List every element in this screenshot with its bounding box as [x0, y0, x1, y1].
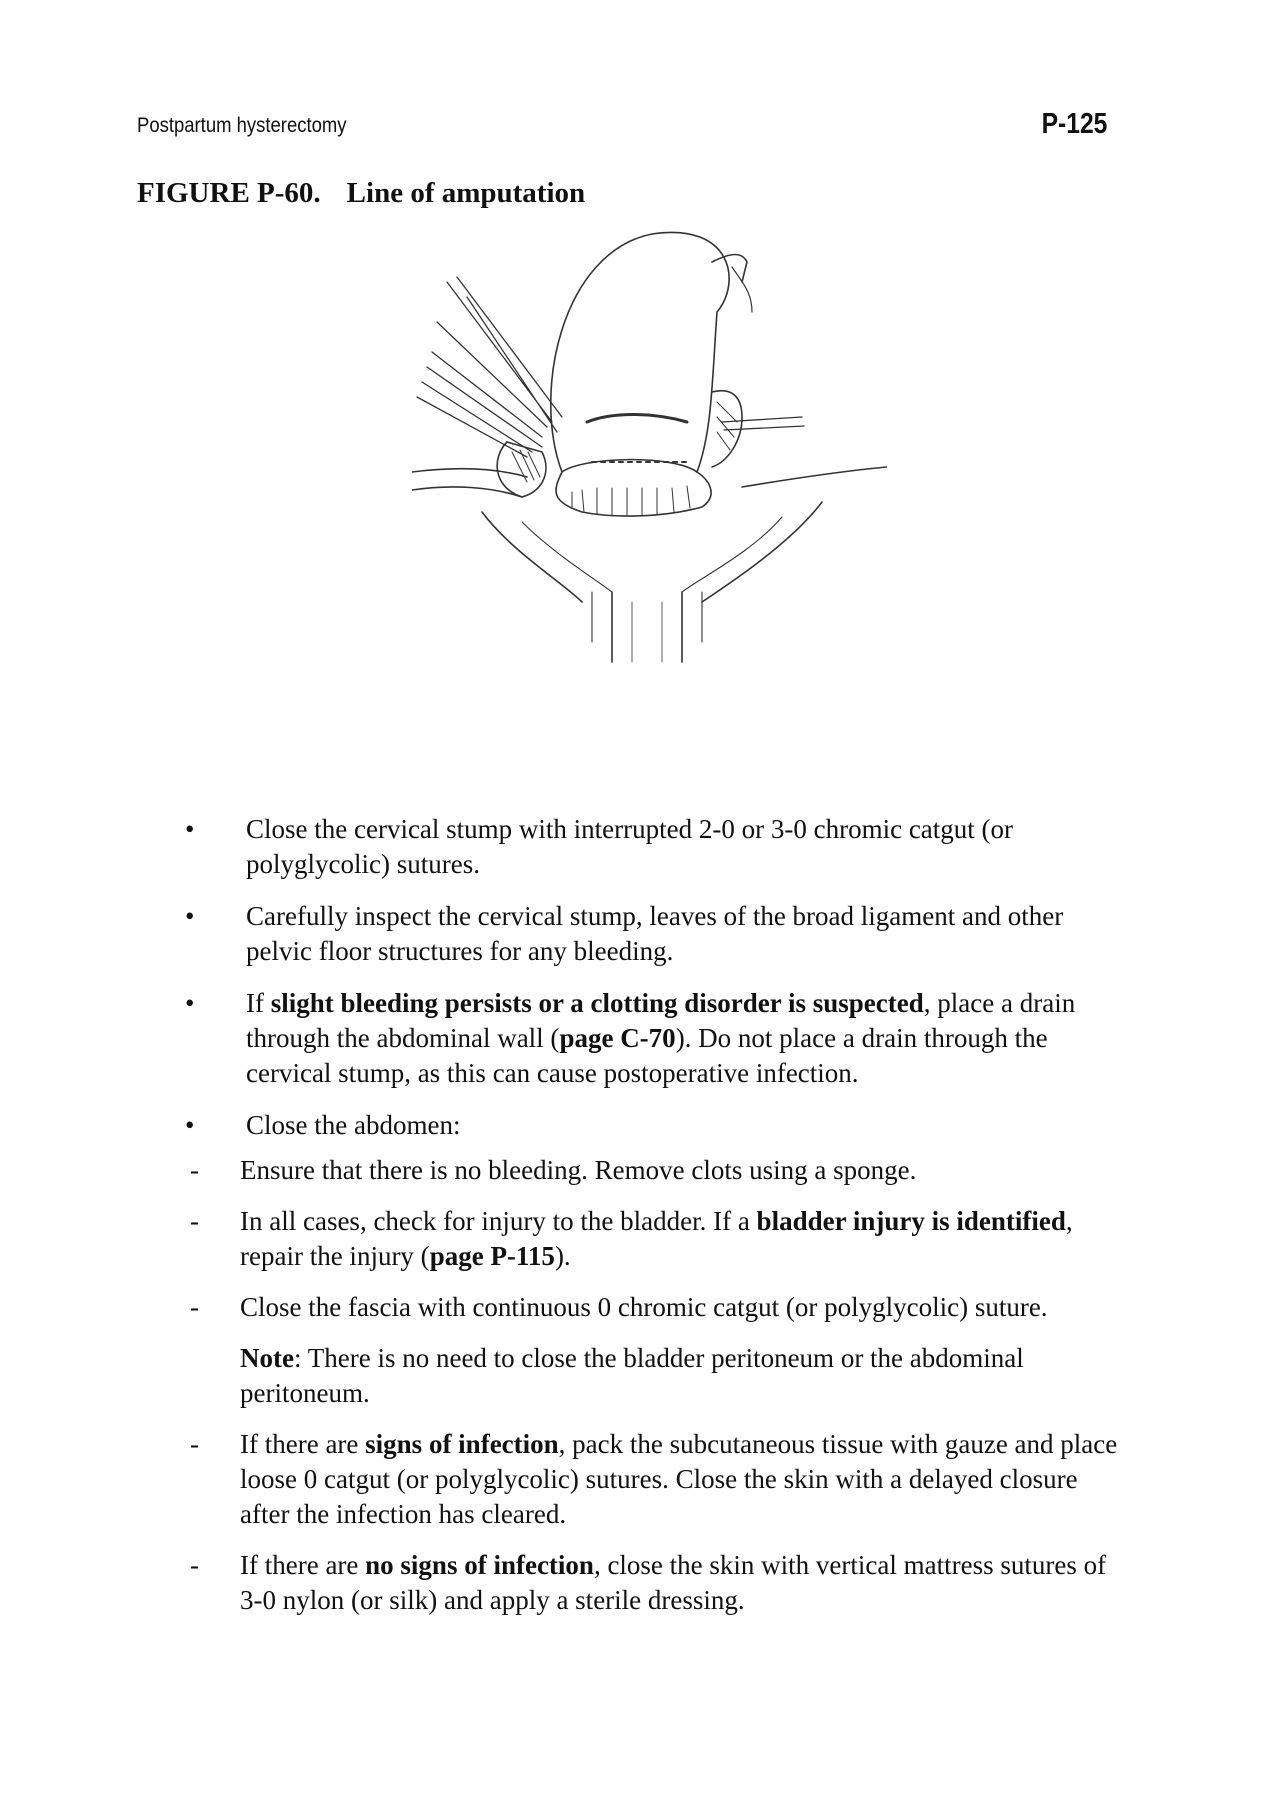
emphasis: bladder injury is identified: [756, 1206, 1066, 1236]
emphasis: slight bleeding persists or a clotting disorder is suspected: [270, 988, 924, 1018]
list-item-text: If slight bleeding persists or a clotting disorder is suspected, place a drain through the abdominal wall (page C-70). Do not place a drain through the cervical stump, as this can cause postoperative infection.: [246, 988, 1076, 1088]
list-item-text: Carefully inspect the cervical stump, leaves of the broad ligament and other pelvic floor structures for any bleeding.: [246, 901, 1064, 966]
sub-list-item: [124, 1548, 1120, 1618]
list-item-text: Close the abdomen:: [246, 1110, 461, 1140]
page-number: P-125: [1041, 108, 1107, 140]
sub-list-item: [124, 1290, 1120, 1325]
note-paragraph: [124, 1341, 1120, 1411]
sub-list-item: [124, 1153, 1120, 1188]
amputation-illustration: [412, 222, 887, 742]
bullet-mark: •: [185, 814, 195, 844]
sub-list-item-text: In all cases, check for injury to the bladder. If a bladder injury is identified, repair the injury (page P-115).: [240, 1206, 1073, 1271]
sub-list-item: [124, 1204, 1120, 1274]
list-item: [185, 812, 1120, 882]
bullet-mark: •: [185, 1110, 195, 1140]
sub-list-item-text: Close the fascia with continuous 0 chromic catgut (or polyglycolic) suture.: [240, 1292, 1048, 1322]
sub-list-item-text: If there are signs of infection, pack the subcutaneous tissue with gauze and place loose 0 catgut (or polyglycolic) sutures. Close the skin with a delayed closure after the infection has cleared.: [240, 1429, 1118, 1529]
figure-label: FIGURE P-60.: [137, 177, 321, 209]
sub-list-item-text: If there are no signs of infection, close the skin with vertical mattress sutures of 3-0 nylon (or silk) and apply a sterile dressing.: [240, 1550, 1107, 1615]
figure-caption: [137, 177, 585, 210]
list-item: [185, 899, 1120, 969]
list-item-text: Close the cervical stump with interrupted 2-0 or 3-0 chromic catgut (or polyglycolic) sutures.: [246, 814, 1014, 879]
list-item: [185, 986, 1120, 1091]
note-label: Note: [240, 1343, 294, 1373]
bullet-mark: •: [185, 988, 195, 1018]
bullet-mark: •: [185, 901, 195, 931]
dash-mark: -: [190, 1550, 199, 1580]
page-reference: page C-70: [559, 1023, 676, 1053]
running-header-section: Postpartum hysterectomy: [137, 114, 347, 137]
emphasis: no signs of infection: [365, 1550, 594, 1580]
dash-mark: -: [190, 1292, 199, 1322]
sub-list-item-text: Ensure that there is no bleeding. Remove clots using a sponge.: [240, 1155, 917, 1185]
incision-line: [587, 415, 687, 423]
dash-mark: -: [190, 1429, 199, 1459]
figure-title: Line of amputation: [346, 177, 586, 209]
sub-list-item: [124, 1427, 1120, 1532]
list-item: [185, 1108, 1120, 1143]
note-text: : There is no need to close the bladder peritoneum or the abdominal peritoneum.: [240, 1343, 1024, 1408]
clamp-lines: [417, 277, 562, 457]
procedure-text: [185, 812, 1120, 1634]
uterus-outline: [551, 232, 729, 472]
page-reference: page P-115: [429, 1241, 555, 1271]
dash-mark: -: [190, 1206, 199, 1236]
emphasis: signs of infection: [365, 1429, 559, 1459]
dash-mark: -: [190, 1155, 199, 1185]
